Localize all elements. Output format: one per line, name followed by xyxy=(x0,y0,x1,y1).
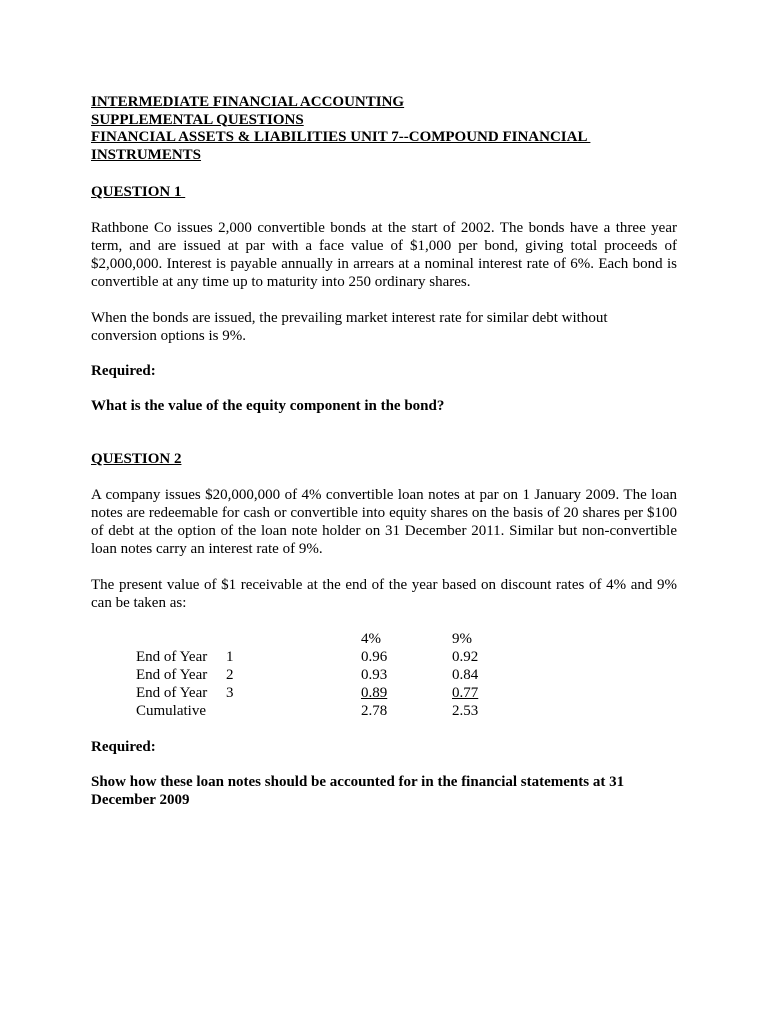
question-2-question-line-2: December 2009 xyxy=(91,792,190,808)
row-2-value-4: 0.93 xyxy=(361,667,388,683)
question-2-title: QUESTION 2 xyxy=(91,451,182,467)
row-3-value-4: 0.89 xyxy=(361,685,388,701)
col-header-9-percent: 9% xyxy=(452,631,472,647)
row-1-value-9: 0.92 xyxy=(452,649,479,665)
header-line-4: INSTRUMENTS xyxy=(91,146,202,163)
question-1-required-label: Required: xyxy=(91,363,156,379)
question-2-question-line-1: Show how these loan notes should be accounted for in the financial statements at 31 xyxy=(91,774,625,790)
row-1-label: End of Year xyxy=(136,649,208,665)
question-1-paragraph-1: Rathbone Co issues 2,000 convertible bonds at the start of 2002. The bonds have a three year term, and are issued at par with a face value of $1,000 per bond, giving total proceeds of $2,000,000. Interest is payable annually in arrears at a nominal interest rate of 6%. Each bond is convertible at any time up to maturity into 250 ordinary shares. xyxy=(91,220,677,290)
question-1-title: QUESTION 1 xyxy=(91,184,186,200)
row-1-value-4: 0.96 xyxy=(361,649,388,665)
row-2-year: 2 xyxy=(226,667,234,683)
question-1-paragraph-2-line-2: conversion options is 9%. xyxy=(91,328,246,344)
cumulative-label: Cumulative xyxy=(136,703,206,719)
header-line-2: SUPPLEMENTAL QUESTIONS xyxy=(91,111,304,128)
cumulative-value-4: 2.78 xyxy=(361,703,388,719)
col-header-4-percent: 4% xyxy=(361,631,381,647)
header-line-1: INTERMEDIATE FINANCIAL ACCOUNTING xyxy=(91,94,405,110)
row-1-year: 1 xyxy=(226,649,234,665)
row-3-value-9: 0.77 xyxy=(452,685,479,701)
row-2-value-9: 0.84 xyxy=(452,667,479,683)
cumulative-value-9: 2.53 xyxy=(452,703,479,719)
question-1-question-text: What is the value of the equity component in the bond? xyxy=(91,398,445,414)
row-2-label: End of Year xyxy=(136,667,208,683)
header-line-3: FINANCIAL ASSETS & LIABILITIES UNIT 7--COMPOUND FINANCIAL xyxy=(91,129,591,145)
present-value-table xyxy=(91,630,677,720)
question-1-paragraph-2-line-1: When the bonds are issued, the prevailing market interest rate for similar debt without xyxy=(91,310,608,326)
question-2-paragraph-1: A company issues $20,000,000 of 4% convertible loan notes at par on 1 January 2009. The loan notes are redeemable for cash or convertible into equity shares on the basis of 20 shares per $100 of debt at the option of the loan note holder on 31 December 2011. Similar but non-convertible loan notes carry an interest rate of 9%. xyxy=(91,487,677,557)
document-page xyxy=(91,94,677,809)
row-3-year: 3 xyxy=(226,685,234,701)
question-2-required-label: Required: xyxy=(91,739,156,755)
question-2-paragraph-2: The present value of $1 receivable at the end of the year based on discount rates of 4% and 9% can be taken as: xyxy=(91,577,677,611)
row-3-label: End of Year xyxy=(136,685,208,701)
